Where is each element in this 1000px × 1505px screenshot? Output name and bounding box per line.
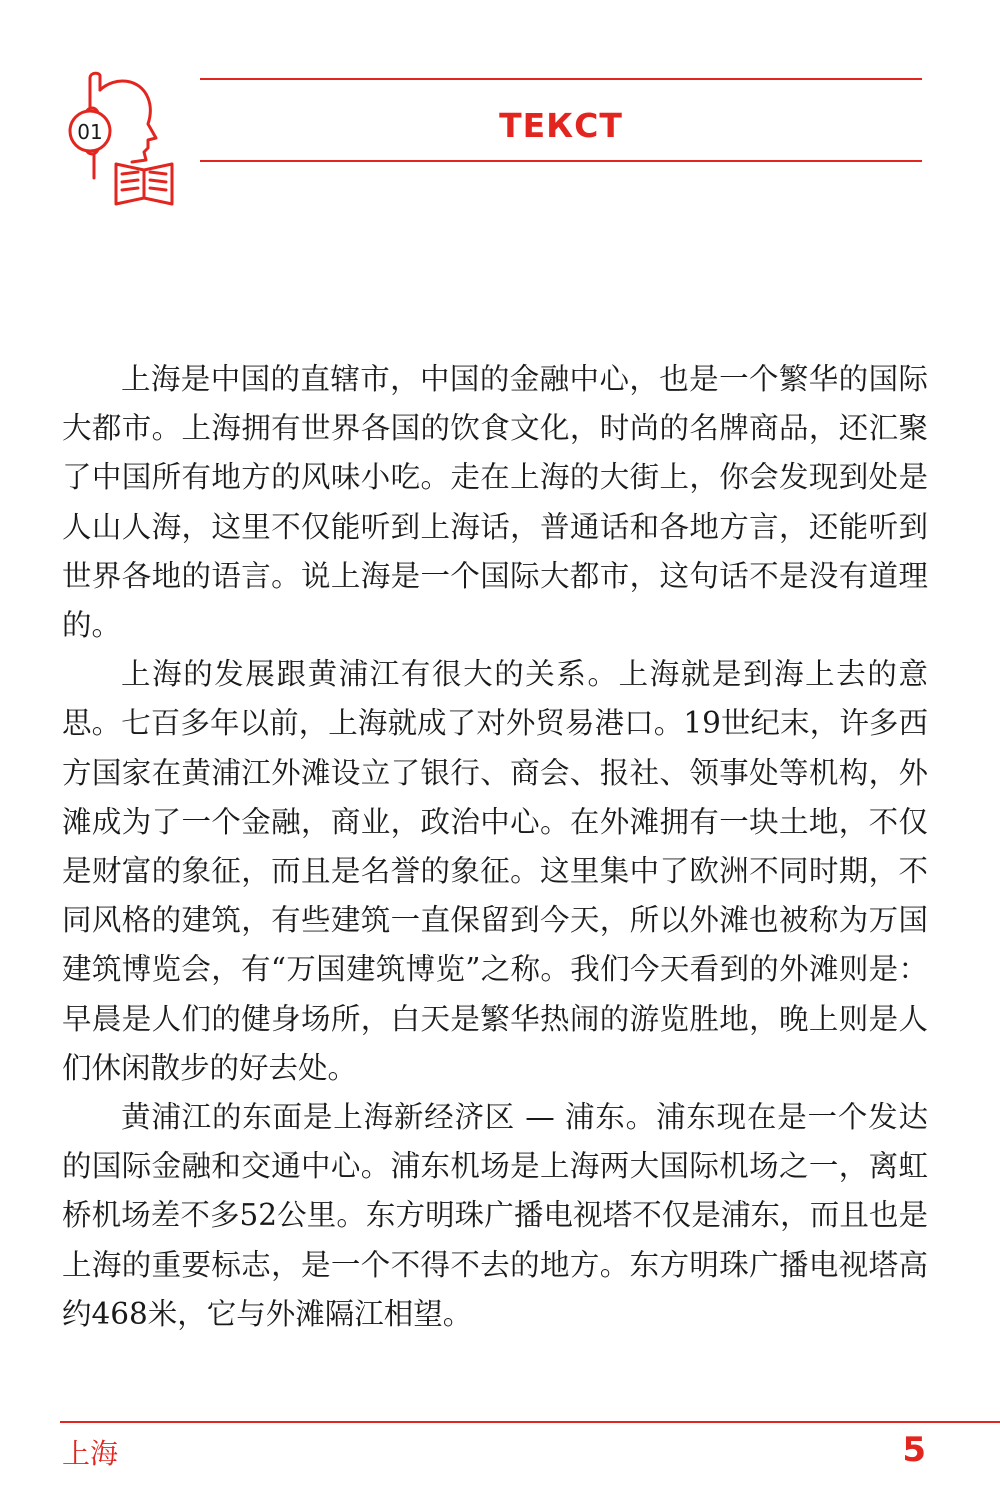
body-text: [62, 355, 928, 1339]
header-bottom-rule: [200, 160, 922, 162]
listening-reading-icon: [60, 68, 180, 208]
badge-number: 01: [77, 120, 103, 144]
paragraph-3: 黄浦江的东面是上海新经济区 — 浦东。浦东现在是一个发达的国际金融和交通中心。浦东机场是上海两大国际机场之一，离虹桥机场差不多52公里。东方明珠广播电视塔不仅是浦东，而且也是上海的重要标志，是一个不得不去的地方。东方明珠广播电视塔高约468米，它与外滩隔江相望。: [62, 1100, 928, 1331]
paragraph-1: 上海是中国的直辖市，中国的金融中心，也是一个繁华的国际大都市。上海拥有世界各国的饮食文化，时尚的名牌商品，还汇聚了中国所有地方的风味小吃。走在上海的大街上，你会发现到处是人山人海，这里不仅能听到上海话，普通话和各地方言，还能听到世界各地的语言。说上海是一个国际大都市，这句话不是没有道理的。: [62, 362, 928, 643]
footer-book-title: 上海: [62, 1437, 119, 1470]
paragraph-2: 上海的发展跟黄浦江有很大的关系。上海就是到海上去的意思。七百多年以前，上海就成了对外贸易港口。19世纪末，许多西方国家在黄浦江外滩设立了银行、商会、报社、领事处等机构，外滩成为了一个金融，商业，政治中心。在外滩拥有一块土地，不仅是财富的象征，而且是名誉的象征。这里集中了欧洲不同时期，不同风格的建筑，有些建筑一直保留到今天，所以外滩也被称为万国建筑博览会，有“万国建筑博览”之称。我们今天看到的外滩则是：早晨是人们的健身场所，白天是繁华热闹的游览胜地，晚上则是人们休闲散步的好去处。: [62, 657, 928, 1085]
footer-rule: [60, 1421, 1000, 1423]
page-number: 5: [902, 1430, 926, 1470]
header-top-rule: [200, 78, 922, 80]
section-title: ТЕКСТ: [499, 105, 623, 145]
